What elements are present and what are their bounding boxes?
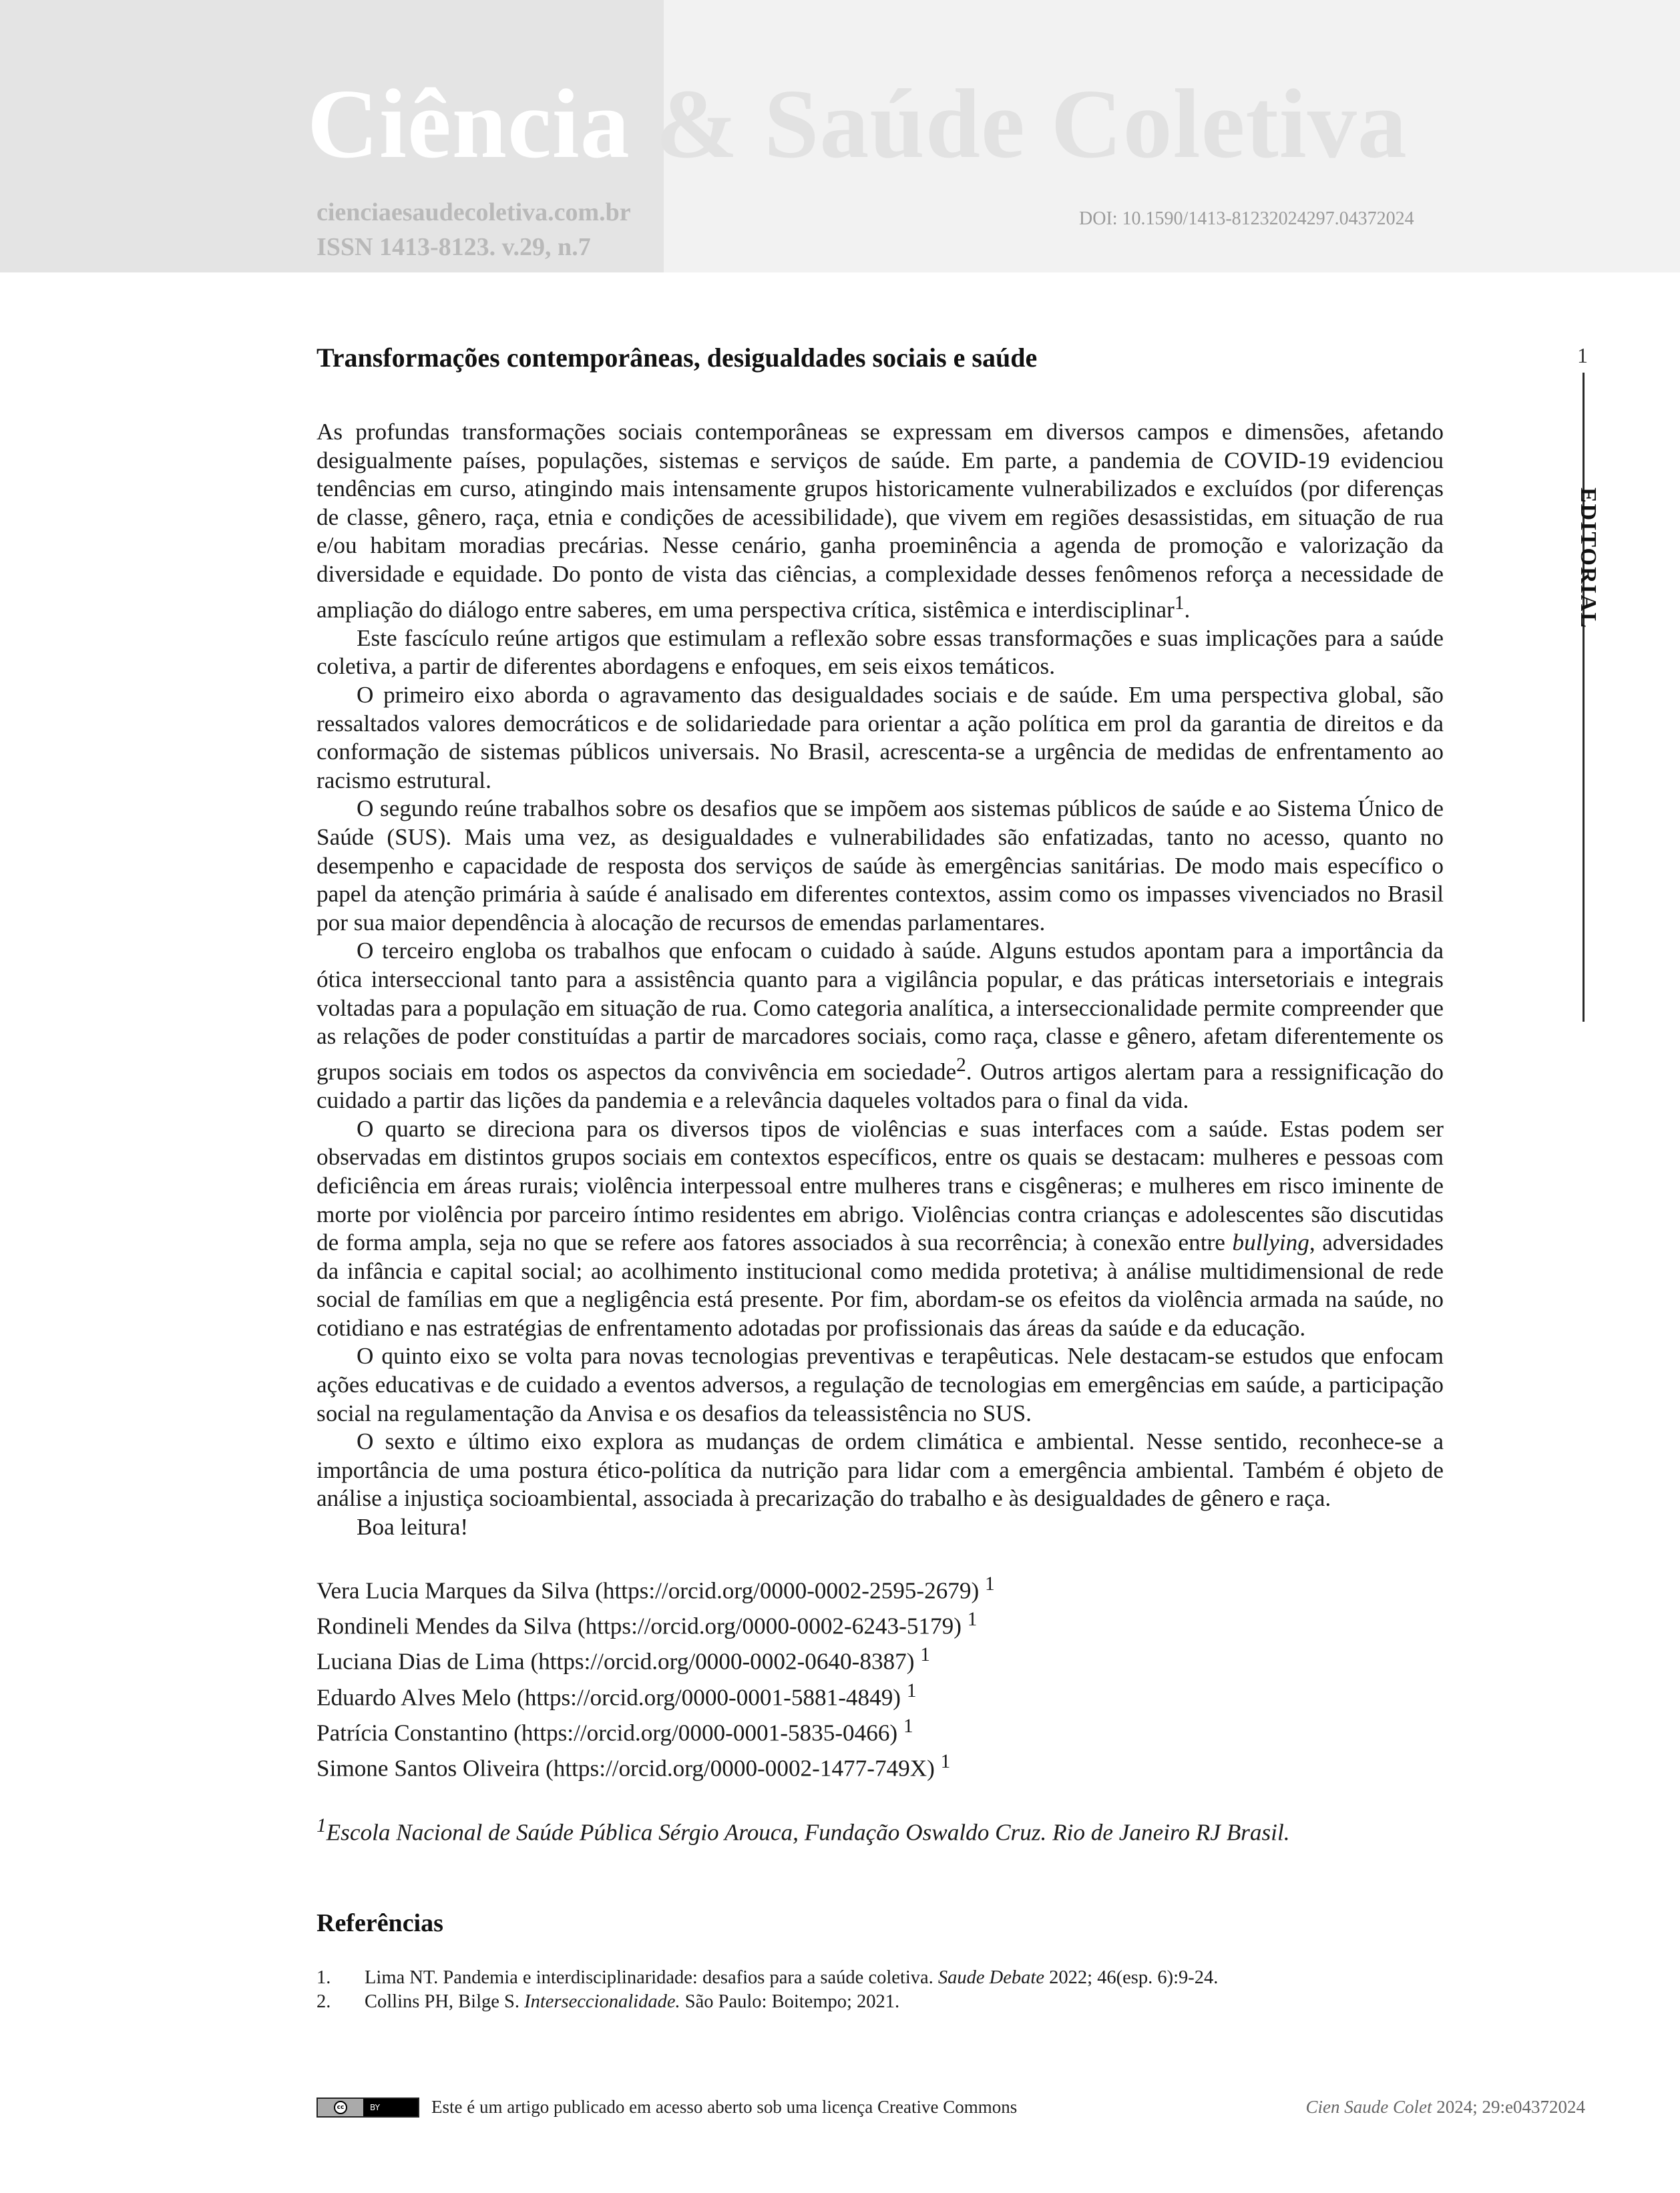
citation-details: 2024; 29:e04372024 xyxy=(1432,2097,1585,2117)
paragraph xyxy=(317,1513,1444,1542)
author-affiliation-marker: 1 xyxy=(940,1751,951,1773)
reference-source: Interseccionalidade. xyxy=(524,1991,680,2012)
author-name[interactable]: Rondineli Mendes da Silva (https://orcid.org/0000-0002-6243-5179) xyxy=(317,1613,962,1639)
author-affiliation-marker: 1 xyxy=(985,1573,995,1595)
journal-title-first: Ciência xyxy=(307,69,630,179)
citation-journal: Cien Saude Colet xyxy=(1305,2097,1432,2117)
paragraph-text: O sexto e último eixo explora as mudanças de ordem climática e ambiental. Nesse sentido, reconhece-se a importância de uma postura ético-política da nutrição para lidar com a emergência ambiental. Também é objeto de análise a injustiça socioambiental, associada à precarização do trabalho e às desigualdades de gênero e raça. xyxy=(317,1428,1444,1512)
reference-item xyxy=(317,1990,1444,2014)
journal-title xyxy=(307,69,1408,179)
paragraph-text: As profundas transformações sociais contemporâneas se expressam em diversos campos e dimensões, afetando desigualmente países, populações, sistemas e serviços de saúde. Em parte, a pandemia de COVID-19 evidenciou tendências em curso, atingindo mais intensamente grupos historicamente vulnerabilizados e excluídos (por diferenças de classe, gênero, raça, etnia e condições de acessibilidade), que vivem em regiões desassistidas, em situação de rua e/ou habitam moradias precárias. Nesse cenário, ganha proeminência a agenda de promoção e valorização da diversidade e equidade. Do ponto de vista das ciências, a complexidade desses fenômenos reforça a necessidade de ampliação do diálogo entre saberes, em uma perspectiva crítica, sistêmica e interdisciplinar xyxy=(317,419,1444,623)
paragraph xyxy=(317,795,1444,937)
paragraph xyxy=(317,1342,1444,1428)
license-footer xyxy=(317,2097,1017,2118)
cc-by-badge[interactable] xyxy=(317,2098,419,2118)
journal-issn: ISSN 1413-8123. v.29, n.7 xyxy=(317,233,591,261)
paragraph-tail: . Outros artigos alertam para a ressignificação do cuidado a partir das lições da pandemia e a relevância daqueles voltados para o final da vida. xyxy=(317,1058,1444,1114)
reference-number: 2. xyxy=(317,1991,331,2012)
citation xyxy=(1278,2097,1585,2118)
paragraph xyxy=(317,681,1444,795)
reference-authors-title: Lima NT. Pandemia e interdisciplinaridade: desafios para a saúde coletiva. xyxy=(365,1967,938,1988)
doi[interactable]: DOI: 10.1590/1413-81232024297.04372024 xyxy=(1079,208,1414,229)
reference-number: 1. xyxy=(317,1967,331,1988)
reference-source: Saude Debate xyxy=(937,1967,1044,1988)
article-content xyxy=(317,339,1444,2014)
journal-website[interactable]: cienciaesaudecoletiva.com.br xyxy=(317,198,631,226)
paragraph-tail: . xyxy=(1184,596,1191,623)
author-affiliation-marker: 1 xyxy=(903,1715,913,1737)
author-name[interactable]: Eduardo Alves Melo (https://orcid.org/0000-0001-5881-4849) xyxy=(317,1684,901,1711)
affiliation-sup: 1 xyxy=(317,1814,327,1836)
license-text: Este é um artigo publicado em acesso aberto sob uma licença Creative Commons xyxy=(431,2097,1018,2117)
section-label: EDITORIAL xyxy=(1576,487,1601,629)
author-affiliation-marker: 1 xyxy=(967,1608,978,1630)
author-line xyxy=(317,1570,1444,1605)
creative-commons-icon: cc xyxy=(334,2101,347,2114)
paragraph xyxy=(317,418,1444,624)
paragraph-italic: bullying xyxy=(1232,1229,1309,1256)
author-line xyxy=(317,1605,1444,1641)
author-line xyxy=(317,1641,1444,1676)
author-line xyxy=(317,1748,1444,1783)
cc-by-label: BY xyxy=(370,2102,380,2112)
article-title: Transformações contemporâneas, desigualdades sociais e saúde xyxy=(317,343,1038,373)
paragraph xyxy=(317,624,1444,681)
author-list xyxy=(317,1570,1444,1784)
author-line xyxy=(317,1712,1444,1748)
reference-item xyxy=(317,1966,1444,1990)
reference-details: São Paulo: Boitempo; 2021. xyxy=(680,1991,900,2012)
author-name[interactable]: Vera Lucia Marques da Silva (https://orcid.org/0000-0002-2595-2679) xyxy=(317,1577,980,1604)
paragraph-text: O quinto eixo se volta para novas tecnologias preventivas e terapêuticas. Nele destacam-se estudos que enfocam ações educativas e de cuidado a eventos adversos, a regulação de tecnologias em emergências em saúde, a participação social na regulamentação da Anvisa e os desafios da teleassistência no SUS. xyxy=(317,1343,1444,1426)
paragraph-text: O primeiro eixo aborda o agravamento das desigualdades sociais e de saúde. Em uma perspectiva global, são ressaltados valores democráticos e de solidariedade para orientar a ação política em prol da garantia de direitos e da conformação de sistemas públicos universais. No Brasil, acrescenta-se a urgência de medidas de enfrentamento ao racismo estrutural. xyxy=(317,682,1444,793)
paragraph-text: O quarto se direciona para os diversos tipos de violências e suas interfaces com a saúde. Estas podem ser observadas em distintos grupos sociais em contextos específicos, entre os quais se destacam: mulheres e pessoas com deficiência em áreas rurais; violência interpessoal entre mulheres trans e cisgêneras; e mulheres em risco iminente de morte por violência por parceiro íntimo residentes em abrigo. Violências contra crianças e adolescentes são discutidas de forma ampla, seja no que se refere aos fatores associados à sua recorrência; à conexão entre xyxy=(317,1115,1444,1256)
affiliation-text: Escola Nacional de Saúde Pública Sérgio Arouca, Fundação Oswaldo Cruz. Rio de Janeiro RJ Brasil. xyxy=(326,1819,1290,1846)
author-affiliation-marker: 1 xyxy=(920,1644,930,1666)
reference-text xyxy=(365,1966,1218,1990)
reference-details: 2022; 46(esp. 6):9-24. xyxy=(1044,1967,1219,1988)
paragraph-text: Este fascículo reúne artigos que estimulam a reflexão sobre essas transformações e suas implicações para a saúde coletiva, a partir de diferentes abordagens e enfoques, em seis eixos temáticos. xyxy=(317,624,1444,680)
author-name[interactable]: Luciana Dias de Lima (https://orcid.org/0000-0002-0640-8387) xyxy=(317,1649,915,1675)
author-affiliation-marker: 1 xyxy=(906,1679,917,1702)
reference-text xyxy=(365,1990,899,2014)
paragraph xyxy=(317,1428,1444,1513)
paragraph-text: O segundo reúne trabalhos sobre os desafios que se impõem aos sistemas públicos de saúde e ao Sistema Único de Saúde (SUS). Mais uma vez, as desigualdades e vulnerabilidades são enfatizadas, tanto no acesso, quanto no desempenho e capacidade de resposta dos serviços de saúde às emergências sanitárias. De modo mais específico o papel da atenção primária à saúde é analisado em diferentes contextos, assim como os impasses vivenciados no Brasil por sua maior dependência à alocação de recursos de emendas parlamentares. xyxy=(317,795,1444,936)
author-name[interactable]: Patrícia Constantino (https://orcid.org/0000-0001-5835-0466) xyxy=(317,1720,898,1746)
paragraph-tail: , adversidades da infância e capital social; ao acolhimento institucional como medida protetiva; à análise multidimensional de rede social de famílias em que a negligência está presente. Por fim, abordam-se os efeitos da violência armada na saúde, no cotidiano e nas estratégias de enfrentamento adotadas por profissionais das áreas da saúde e da educação. xyxy=(317,1229,1444,1341)
article-body xyxy=(317,418,1444,1542)
reference-marker[interactable]: 2 xyxy=(956,1054,966,1076)
paragraph xyxy=(317,937,1444,1115)
reference-marker[interactable]: 1 xyxy=(1174,592,1185,614)
author-name[interactable]: Simone Santos Oliveira (https://orcid.org/0000-0002-1477-749X) xyxy=(317,1756,935,1782)
references-heading: Referências xyxy=(317,1909,443,1937)
paragraph xyxy=(317,1115,1444,1343)
page-number: 1 xyxy=(1577,343,1588,367)
journal-title-rest: & Saúde Coletiva xyxy=(630,69,1408,179)
reference-list xyxy=(317,1966,1444,2014)
paragraph-text: Boa leitura! xyxy=(357,1514,469,1541)
author-line xyxy=(317,1677,1444,1712)
paragraph-text: O terceiro engloba os trabalhos que enfocam o cuidado à saúde. Alguns estudos apontam para a importância da ótica interseccional tanto para a assistência quanto para a vigilância popular, e das práticas intersetoriais e integrais voltadas para a população em situação de rua. Como categoria analítica, a interseccionalidade permite compreender que as relações de poder constituídas a partir de marcadores sociais, como raça, classe e gênero, afetam diferentemente os grupos sociais em todos os aspectos da convivência em sociedade xyxy=(317,938,1444,1085)
affiliation xyxy=(317,1812,1444,1847)
reference-authors-title: Collins PH, Bilge S. xyxy=(365,1991,525,2012)
side-rule xyxy=(1583,373,1585,1022)
